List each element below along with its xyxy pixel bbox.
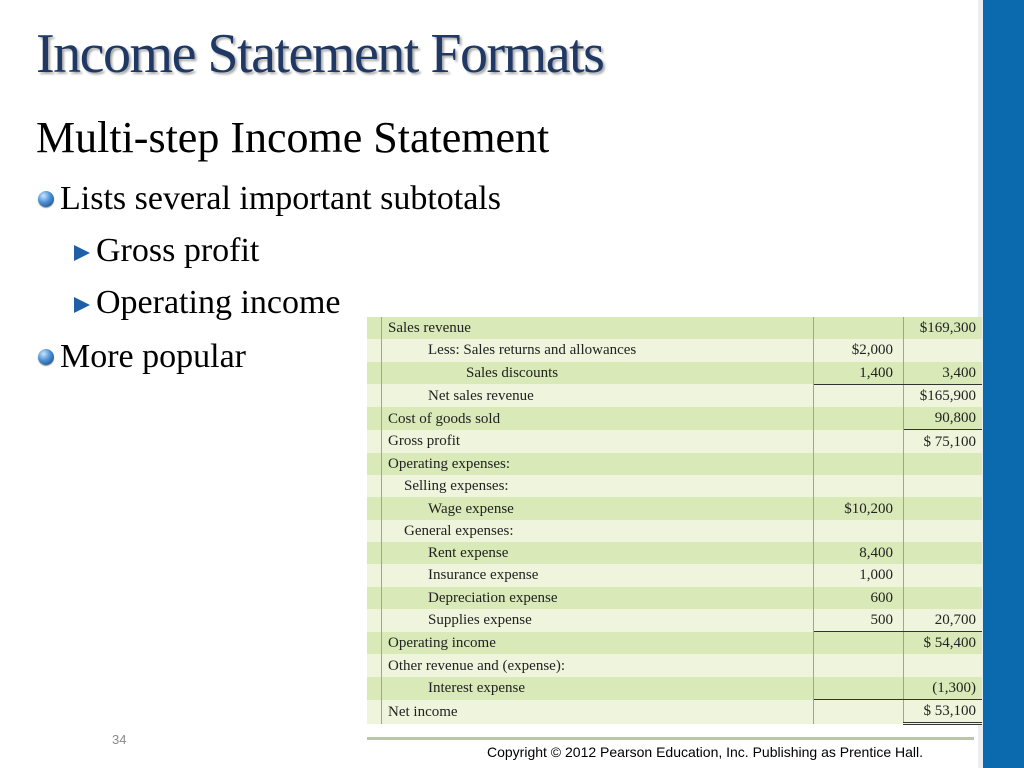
row-total-cell — [904, 475, 983, 497]
row-subtotal-cell — [814, 632, 904, 655]
table-row — [367, 587, 982, 609]
row-label: Supplies expense — [428, 612, 532, 629]
row-total-cell: $169,300 — [904, 317, 983, 339]
row-subtotal-cell: 1,400 — [814, 362, 904, 385]
row-label: Sales discounts — [466, 364, 559, 381]
row-label: Selling expenses: — [404, 478, 509, 495]
arrow-bullet-icon — [74, 245, 90, 261]
row-total-cell: 20,700 — [904, 609, 983, 632]
row-subtotal-cell — [814, 384, 904, 407]
slide-subtitle: Multi-step Income Statement — [36, 113, 550, 162]
row-total-cell: $ 54,400 — [904, 632, 983, 655]
row-subtotal-cell — [814, 317, 904, 339]
right-accent-bar — [983, 0, 1024, 768]
row-total-cell: (1,300) — [904, 677, 983, 700]
row-total-cell: $ 75,100 — [904, 430, 983, 453]
table-row — [367, 564, 982, 586]
row-label: Wage expense — [428, 500, 514, 517]
bullet-text: More popular — [60, 338, 247, 375]
row-total-cell — [904, 339, 983, 361]
table-row — [367, 407, 982, 430]
row-label: Interest expense — [428, 680, 526, 697]
row-total-cell — [904, 564, 983, 586]
statement-bottom-rule — [367, 737, 974, 740]
copyright-notice: Copyright © 2012 Pearson Education, Inc. Publishing as Prentice Hall. — [487, 744, 924, 760]
row-label: Operating income — [382, 632, 814, 655]
row-subtotal-cell — [814, 654, 904, 676]
row-subtotal-cell — [814, 677, 904, 700]
row-subtotal-cell: 500 — [814, 609, 904, 632]
table-row — [367, 700, 982, 724]
row-label: Gross profit — [382, 430, 814, 453]
row-label: General expenses: — [404, 522, 514, 539]
table-row — [367, 677, 982, 700]
row-subtotal-cell: 600 — [814, 587, 904, 609]
table-row — [367, 609, 982, 632]
page-number: 34 — [112, 732, 127, 747]
row-label: Other revenue and (expense): — [382, 654, 814, 676]
row-total-cell — [904, 497, 983, 519]
table-row — [367, 384, 982, 407]
row-total-cell — [904, 542, 983, 564]
row-subtotal-cell — [814, 475, 904, 497]
row-subtotal-cell: $10,200 — [814, 497, 904, 519]
row-label: Net sales revenue — [428, 387, 534, 404]
row-subtotal-cell: 8,400 — [814, 542, 904, 564]
row-subtotal-cell — [814, 453, 904, 475]
table-row — [367, 475, 982, 497]
row-subtotal-cell: $2,000 — [814, 339, 904, 361]
row-total-cell — [904, 587, 983, 609]
sub-bullet-item — [74, 284, 341, 322]
income-statement-table — [367, 317, 982, 725]
table-row — [367, 453, 982, 475]
table-row — [367, 339, 982, 361]
row-total-cell — [904, 654, 983, 676]
row-total-cell: 90,800 — [904, 407, 983, 430]
row-label: Rent expense — [428, 545, 509, 562]
arrow-bullet-icon — [74, 297, 90, 313]
row-label: Less: Sales returns and allowances — [428, 342, 637, 359]
bullet-orb-icon — [38, 349, 54, 365]
row-subtotal-cell — [814, 700, 904, 724]
table-row — [367, 317, 982, 339]
slide-title: Income Statement Formats — [36, 23, 604, 85]
table-row — [367, 362, 982, 385]
bullet-item — [38, 180, 501, 218]
row-subtotal-cell — [814, 407, 904, 430]
table-row — [367, 654, 982, 676]
row-subtotal-cell: 1,000 — [814, 564, 904, 586]
sub-bullet-text: Operating income — [96, 284, 341, 321]
bullet-item — [38, 338, 246, 376]
row-total-cell — [904, 453, 983, 475]
bullet-orb-icon — [38, 191, 54, 207]
bullet-text: Lists several important subtotals — [60, 180, 501, 217]
row-label: Net income — [382, 700, 814, 724]
row-subtotal-cell — [814, 430, 904, 453]
table-row — [367, 430, 982, 453]
row-total-cell: $165,900 — [904, 384, 983, 407]
table-row — [367, 497, 982, 519]
row-label: Cost of goods sold — [382, 407, 814, 430]
row-label: Depreciation expense — [428, 589, 558, 606]
row-total-cell: 3,400 — [904, 362, 983, 385]
sub-bullet-text: Gross profit — [96, 232, 260, 269]
table-row — [367, 632, 982, 655]
row-subtotal-cell — [814, 520, 904, 542]
row-total-cell — [904, 520, 983, 542]
row-total-cell: $ 53,100 — [904, 700, 983, 724]
table-row — [367, 520, 982, 542]
row-label: Sales revenue — [382, 317, 814, 339]
row-label: Operating expenses: — [382, 453, 814, 475]
sub-bullet-item — [74, 232, 259, 270]
row-label: Insurance expense — [428, 567, 539, 584]
table-row — [367, 542, 982, 564]
